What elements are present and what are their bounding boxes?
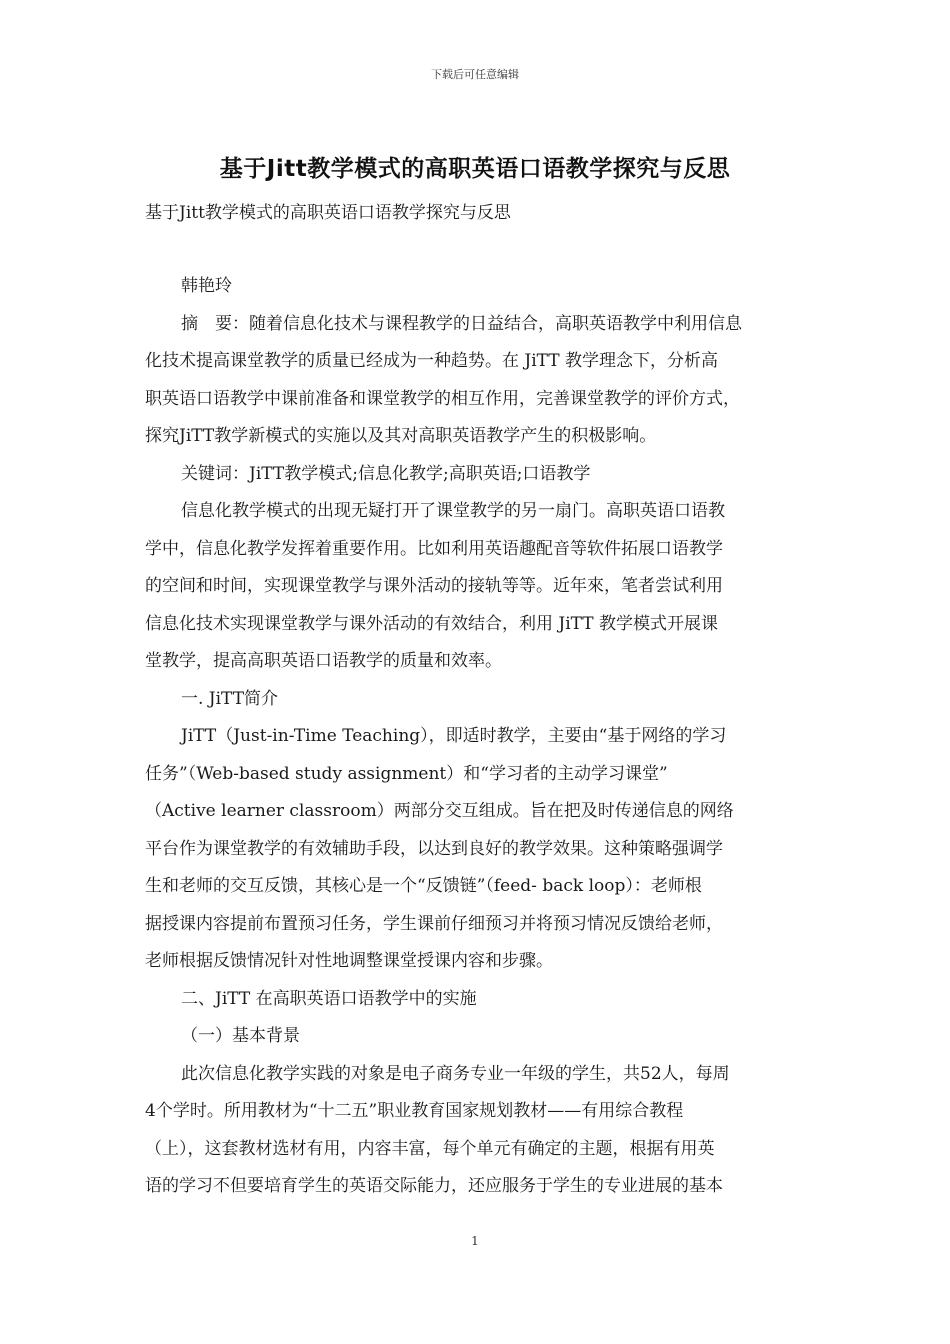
abstract-line: 探究JiTT教学新模式的实施以及其对高职英语教学产生的积极影响。 — [145, 426, 657, 446]
document-subtitle: 基于Jitt教学模式的高职英语口语教学探究与反思 — [145, 203, 511, 223]
body-line: JiTT（Just-in-Time Teaching），即适时教学，主要由“基于网络的学习 — [181, 726, 727, 746]
abstract-line: 职英语口语教学中课前准备和课堂教学的相互作用，完善课堂教学的评价方式， — [145, 388, 740, 409]
document-body — [145, 198, 810, 1206]
keywords-line: 关键词：JiTT教学模式;信息化教学;高职英语;口语教学 — [181, 463, 591, 484]
body-line: 的空间和时间，实现课堂教学与课外活动的接轨等等。近年來，笔者尝试利用 — [145, 576, 723, 596]
body-line: 此次信息化教学实践的对象是电子商务专业一年级的学生，共52人，每周 — [181, 1063, 730, 1084]
page-number: 1 — [471, 1234, 479, 1248]
section-heading-1: 一. JiTT简介 — [181, 688, 279, 709]
subsection-heading: （一）基本背景 — [181, 1026, 300, 1046]
body-line: 平台作为课堂教学的有效辅助手段，以达到良好的教学效果。这种策略强调学 — [145, 838, 723, 859]
body-line: 生和老师的交互反馈，其核心是一个“反馈链”（feed- back loop）：老师根 — [145, 876, 702, 896]
section-heading-2: 二、JiTT 在高职英语口语教学中的实施 — [181, 988, 477, 1009]
body-line: 信息化教学模式的出现无疑打开了课堂教学的另一扇门。高职英语口语教 — [181, 501, 725, 521]
page-header-note: 下载后可任意编辑 — [431, 68, 519, 81]
body-line: 4个学时。所用教材为“十二五”职业教育国家规划教材——有用综合教程 — [145, 1101, 684, 1121]
body-line: 据授课内容提前布置预习任务，学生课前仔细预习并将预习情况反馈给老师， — [145, 913, 723, 934]
body-line: （上），这套教材选材有用，内容丰富，每个单元有确定的主题，根据有用英 — [145, 1138, 715, 1159]
body-line: 堂教学，提高高职英语口语教学的质量和效率。 — [145, 651, 502, 671]
abstract-line: 摘 要：随着信息化技术与课程教学的日益结合，高职英语教学中利用信息 — [181, 313, 742, 334]
body-line: 老师根据反馈情况针对性地调整课堂授课内容和步骤。 — [145, 951, 553, 971]
author-name: 韩艳玲 — [181, 276, 232, 296]
body-line: （Active learner classroom）两部分交互组成。旨在把及时传递信息的网络 — [145, 801, 734, 821]
body-line: 信息化技术实现课堂教学与课外活动的有效结合，利用 JiTT 教学模式开展课 — [145, 613, 719, 634]
document-title: 基于Jitt教学模式的高职英语口语教学探究与反思 — [219, 156, 731, 182]
body-line: 任务”（Web-based study assignment）和“学习者的主动学习课堂” — [145, 763, 668, 784]
body-line: 语的学习不但要培育学生的英语交际能力，还应服务于学生的专业进展的基本 — [145, 1176, 723, 1196]
body-line: 学中，信息化教学发挥着重要作用。比如利用英语趣配音等软件拓展口语教学 — [145, 538, 723, 559]
abstract-line: 化技术提高课堂教学的质量已经成为一种趋势。在 JiTT 教学理念下，分析高 — [145, 351, 719, 371]
